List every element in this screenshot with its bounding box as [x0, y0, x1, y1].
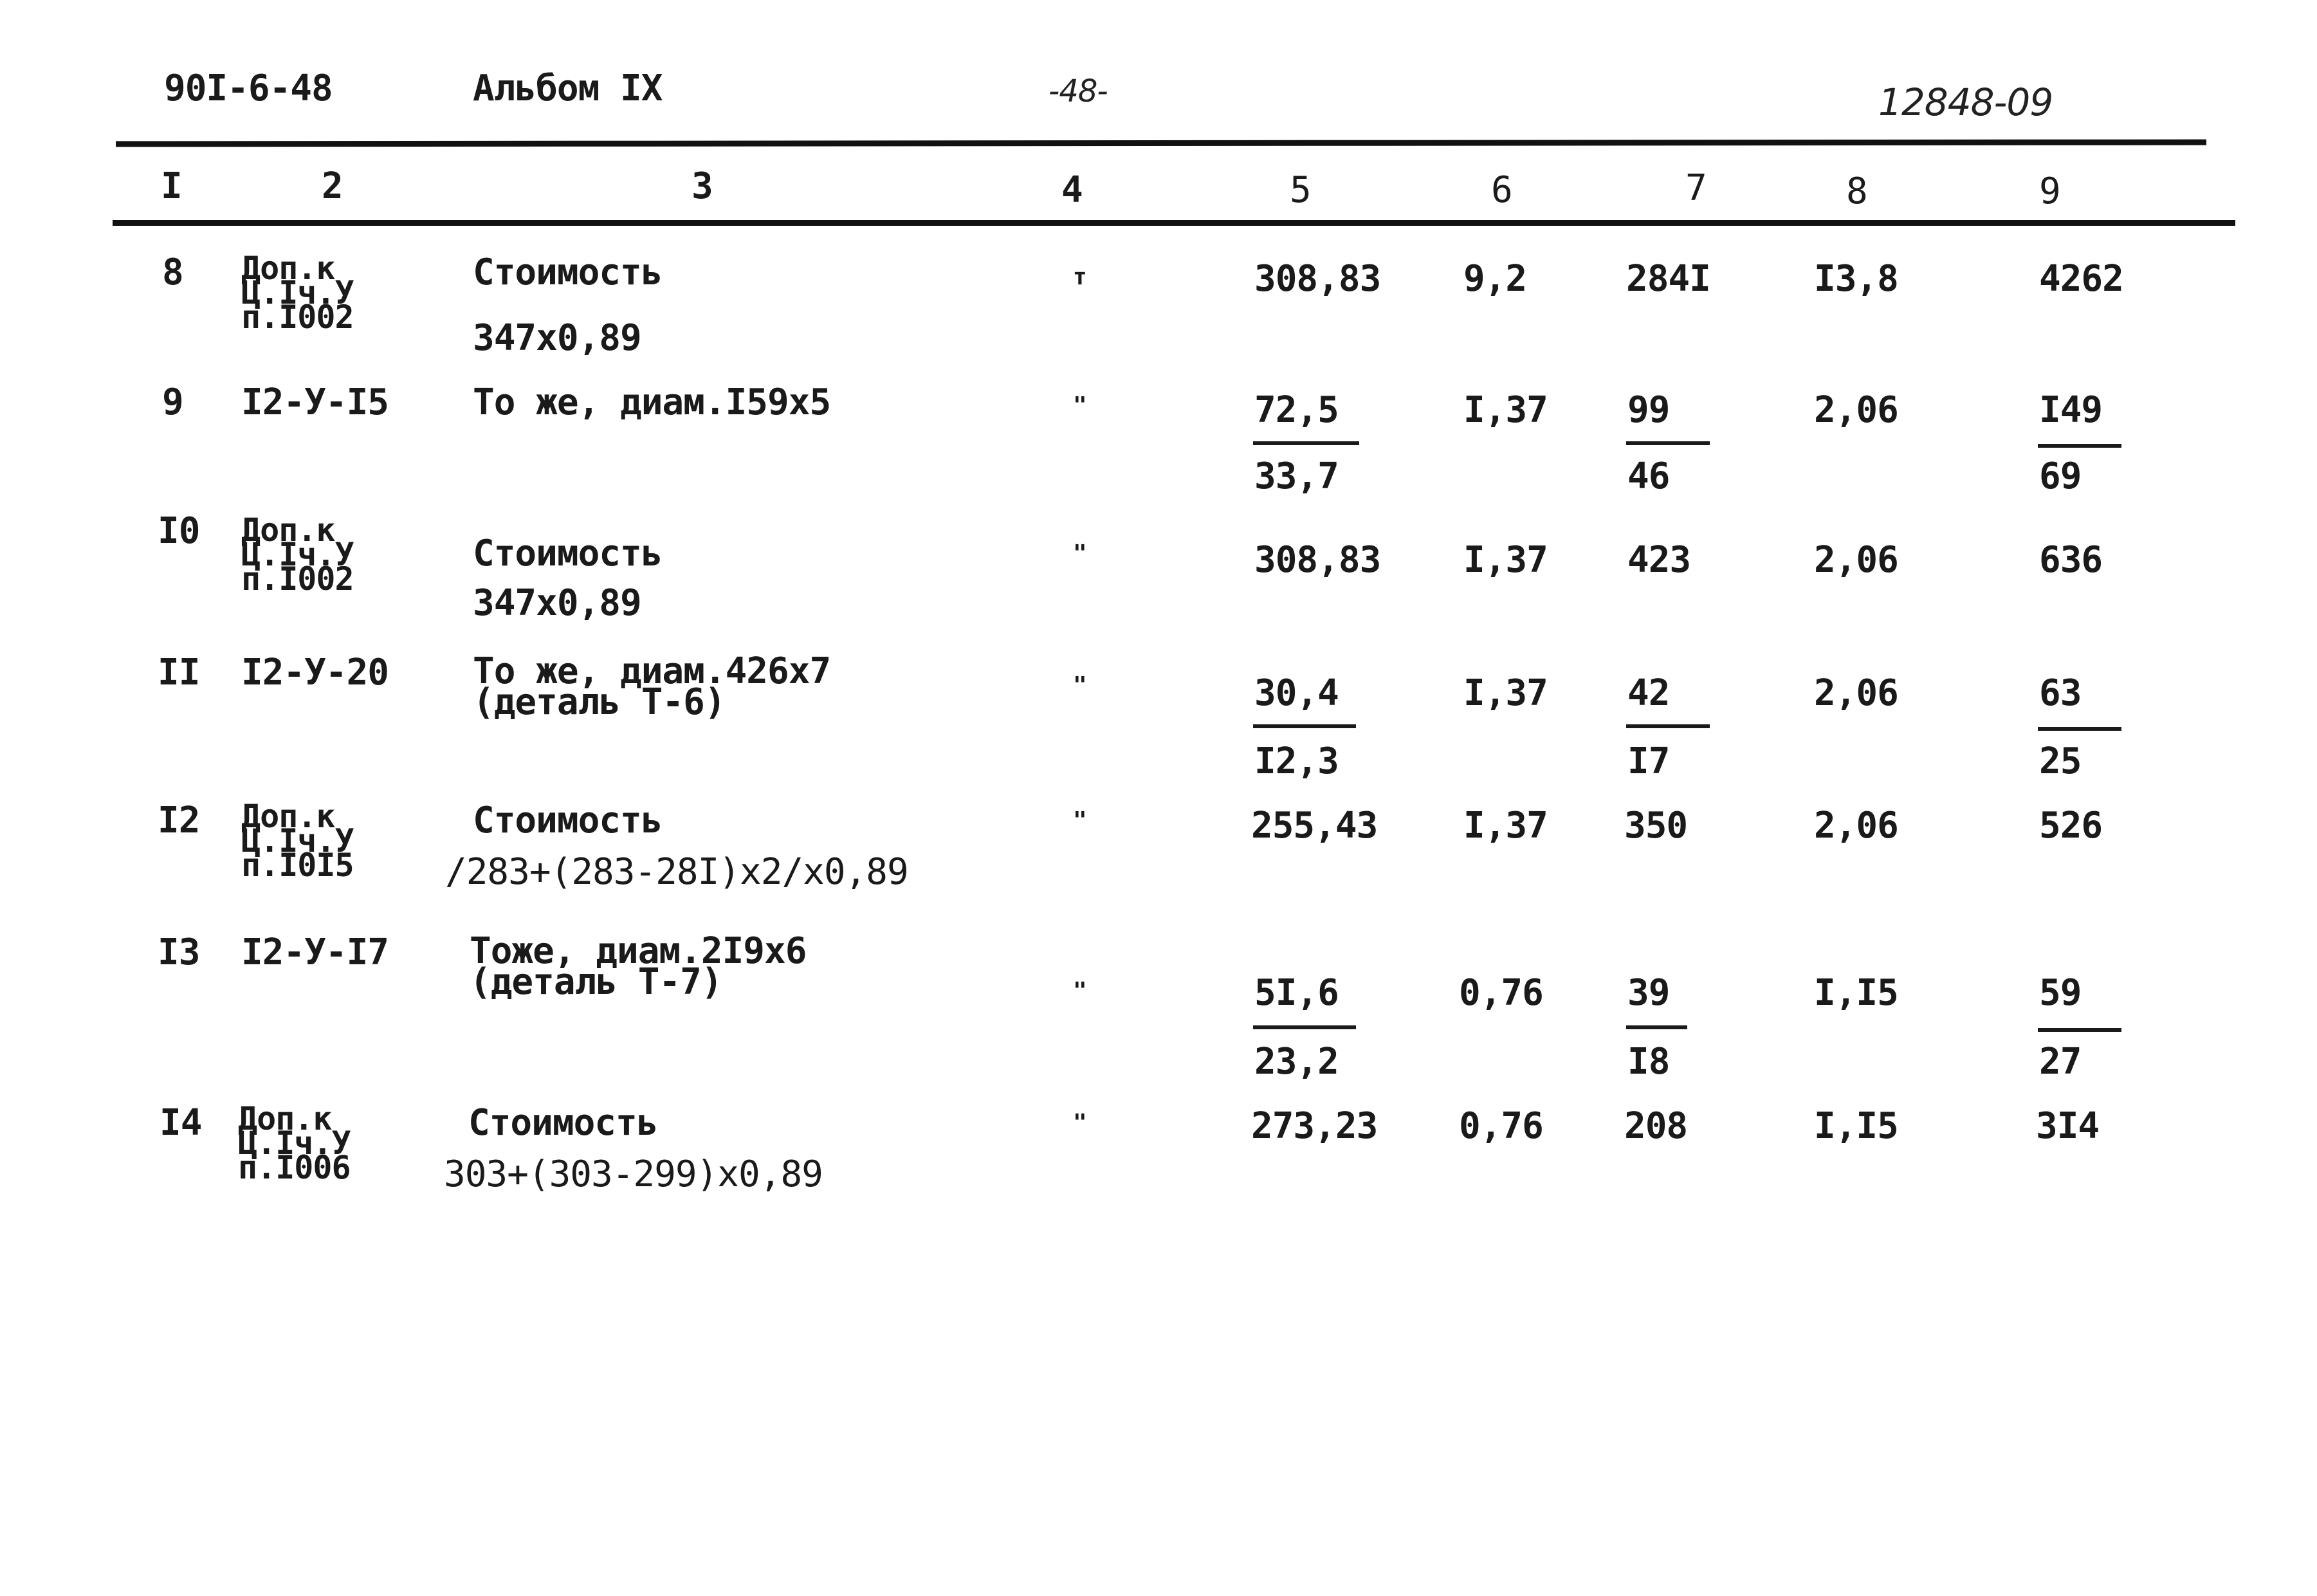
- row-reference: I2-У-I7: [241, 931, 389, 973]
- row-description: То же, диам.426х7 (деталь Т-6): [473, 650, 831, 723]
- row-reference: Доп.к Ц.Iч.У п.I006: [238, 1100, 351, 1186]
- row-col7: 208: [1624, 1105, 1688, 1147]
- row-col9-numerator: 63: [2039, 672, 2082, 714]
- row-col5: 308,83: [1254, 258, 1381, 300]
- row-unit: ": [1073, 1110, 1086, 1136]
- row-col8: 2,06: [1814, 539, 1898, 581]
- fraction-bar: [2038, 1028, 2121, 1032]
- fraction-bar: [1253, 724, 1356, 728]
- row-col8: I,I5: [1814, 972, 1898, 1014]
- row-col6: I,37: [1463, 389, 1548, 431]
- col-header-2: 2: [322, 165, 343, 207]
- handwritten-register-number: 12848-09: [1878, 80, 2053, 124]
- row-unit: ": [1073, 807, 1086, 834]
- row-reference: Доп.к Ц.Iч.У п.I002: [241, 511, 354, 598]
- album-title: Альбом IX: [473, 68, 663, 109]
- row-col6: I,37: [1463, 539, 1548, 581]
- row-number: I4: [160, 1102, 202, 1144]
- row-col6: 0,76: [1459, 972, 1543, 1014]
- row-col5-denominator: I2,3: [1254, 740, 1339, 782]
- row-col5: 308,83: [1254, 539, 1381, 581]
- row-number: 9: [162, 381, 183, 423]
- row-col6: 9,2: [1463, 258, 1527, 300]
- row-col7: 350: [1624, 805, 1688, 847]
- row-unit: т: [1073, 264, 1086, 290]
- row-col9-numerator: 59: [2039, 972, 2082, 1014]
- row-reference: Доп.к Ц.Iч.У п.I0I5: [241, 798, 354, 884]
- row-col6: 0,76: [1459, 1105, 1543, 1147]
- row-description: То же, диам.I59х5: [473, 381, 831, 423]
- row-description: Стоимость: [468, 1102, 658, 1144]
- fraction-bar: [2038, 444, 2121, 448]
- row-unit: ": [1073, 540, 1086, 567]
- row-col5-denominator: 23,2: [1254, 1041, 1339, 1083]
- row-col9-denominator: 25: [2039, 740, 2082, 782]
- row-col5-numerator: 30,4: [1254, 672, 1339, 714]
- row-col9: 4262: [2039, 258, 2123, 300]
- row-description: Тоже, диам.2I9х6 (деталь Т-7): [470, 930, 807, 1003]
- row-col8: 2,06: [1814, 805, 1898, 847]
- header-top-rule: [116, 140, 2206, 147]
- row-col7-numerator: 42: [1627, 672, 1670, 714]
- row-unit: ": [1073, 978, 1086, 1004]
- row-col7-numerator: 39: [1627, 972, 1670, 1014]
- row-col8: I3,8: [1814, 258, 1898, 300]
- row-calculation: /283+(283-28I)х2/х0,89: [445, 851, 908, 893]
- col-header-3: 3: [691, 165, 713, 207]
- row-col5-denominator: 33,7: [1254, 455, 1339, 497]
- row-col8: I,I5: [1814, 1105, 1898, 1147]
- row-col8: 2,06: [1814, 672, 1898, 714]
- col-header-4: 4: [1061, 169, 1083, 211]
- fraction-bar: [1253, 1025, 1356, 1029]
- row-number: II: [158, 652, 200, 693]
- col-header-7: 7: [1685, 167, 1707, 209]
- row-reference: I2-У-20: [241, 652, 389, 693]
- row-col7-denominator: 46: [1627, 455, 1670, 497]
- row-col7-denominator: I8: [1627, 1041, 1670, 1083]
- row-description: Стоимость: [473, 252, 663, 293]
- row-col5-numerator: 72,5: [1254, 389, 1339, 431]
- fraction-bar: [1626, 441, 1710, 445]
- row-col6: I,37: [1463, 805, 1548, 847]
- row-col7-denominator: I7: [1627, 740, 1670, 782]
- row-col7: 423: [1627, 539, 1691, 581]
- row-calculation: 347х0,89: [473, 582, 641, 624]
- row-number: I2: [158, 800, 200, 841]
- row-col7-numerator: 99: [1627, 389, 1670, 431]
- row-col8: 2,06: [1814, 389, 1898, 431]
- row-col9-numerator: I49: [2039, 389, 2103, 431]
- col-header-8: 8: [1846, 170, 1867, 212]
- row-number: 8: [162, 252, 183, 293]
- row-col9: 3I4: [2036, 1105, 2100, 1147]
- row-col9: 636: [2039, 539, 2103, 581]
- row-col5: 255,43: [1251, 805, 1378, 847]
- row-unit: ": [1073, 672, 1086, 699]
- row-col5: 273,23: [1251, 1105, 1378, 1147]
- fraction-bar: [1253, 441, 1359, 445]
- row-reference: I2-У-I5: [241, 381, 389, 423]
- row-col9-denominator: 69: [2039, 455, 2082, 497]
- document-code: 90I-6-48: [164, 68, 333, 109]
- fraction-bar: [2038, 727, 2121, 731]
- row-col6: I,37: [1463, 672, 1548, 714]
- row-col5-numerator: 5I,6: [1254, 972, 1339, 1014]
- row-number: I0: [158, 510, 200, 552]
- row-col9-denominator: 27: [2039, 1041, 2082, 1083]
- header-bottom-rule: [113, 220, 2235, 226]
- row-col9: 526: [2039, 805, 2103, 847]
- col-header-9: 9: [2039, 170, 2060, 212]
- row-calculation: 347х0,89: [473, 317, 641, 359]
- col-header-6: 6: [1491, 169, 1512, 211]
- col-header-1: I: [161, 165, 182, 207]
- row-number: I3: [158, 931, 200, 973]
- row-unit: ": [1073, 392, 1086, 419]
- row-col7: 284I: [1626, 258, 1710, 300]
- row-description: Стоимость: [473, 800, 663, 841]
- row-calculation: 303+(303-299)х0,89: [444, 1153, 823, 1195]
- row-reference: Доп.к Ц.Iч.У п.I002: [241, 250, 354, 336]
- fraction-bar: [1626, 724, 1710, 728]
- col-header-5: 5: [1290, 169, 1311, 211]
- fraction-bar: [1626, 1025, 1687, 1029]
- row-description: Стоимость: [473, 533, 663, 574]
- page-number: -48-: [1049, 73, 1108, 109]
